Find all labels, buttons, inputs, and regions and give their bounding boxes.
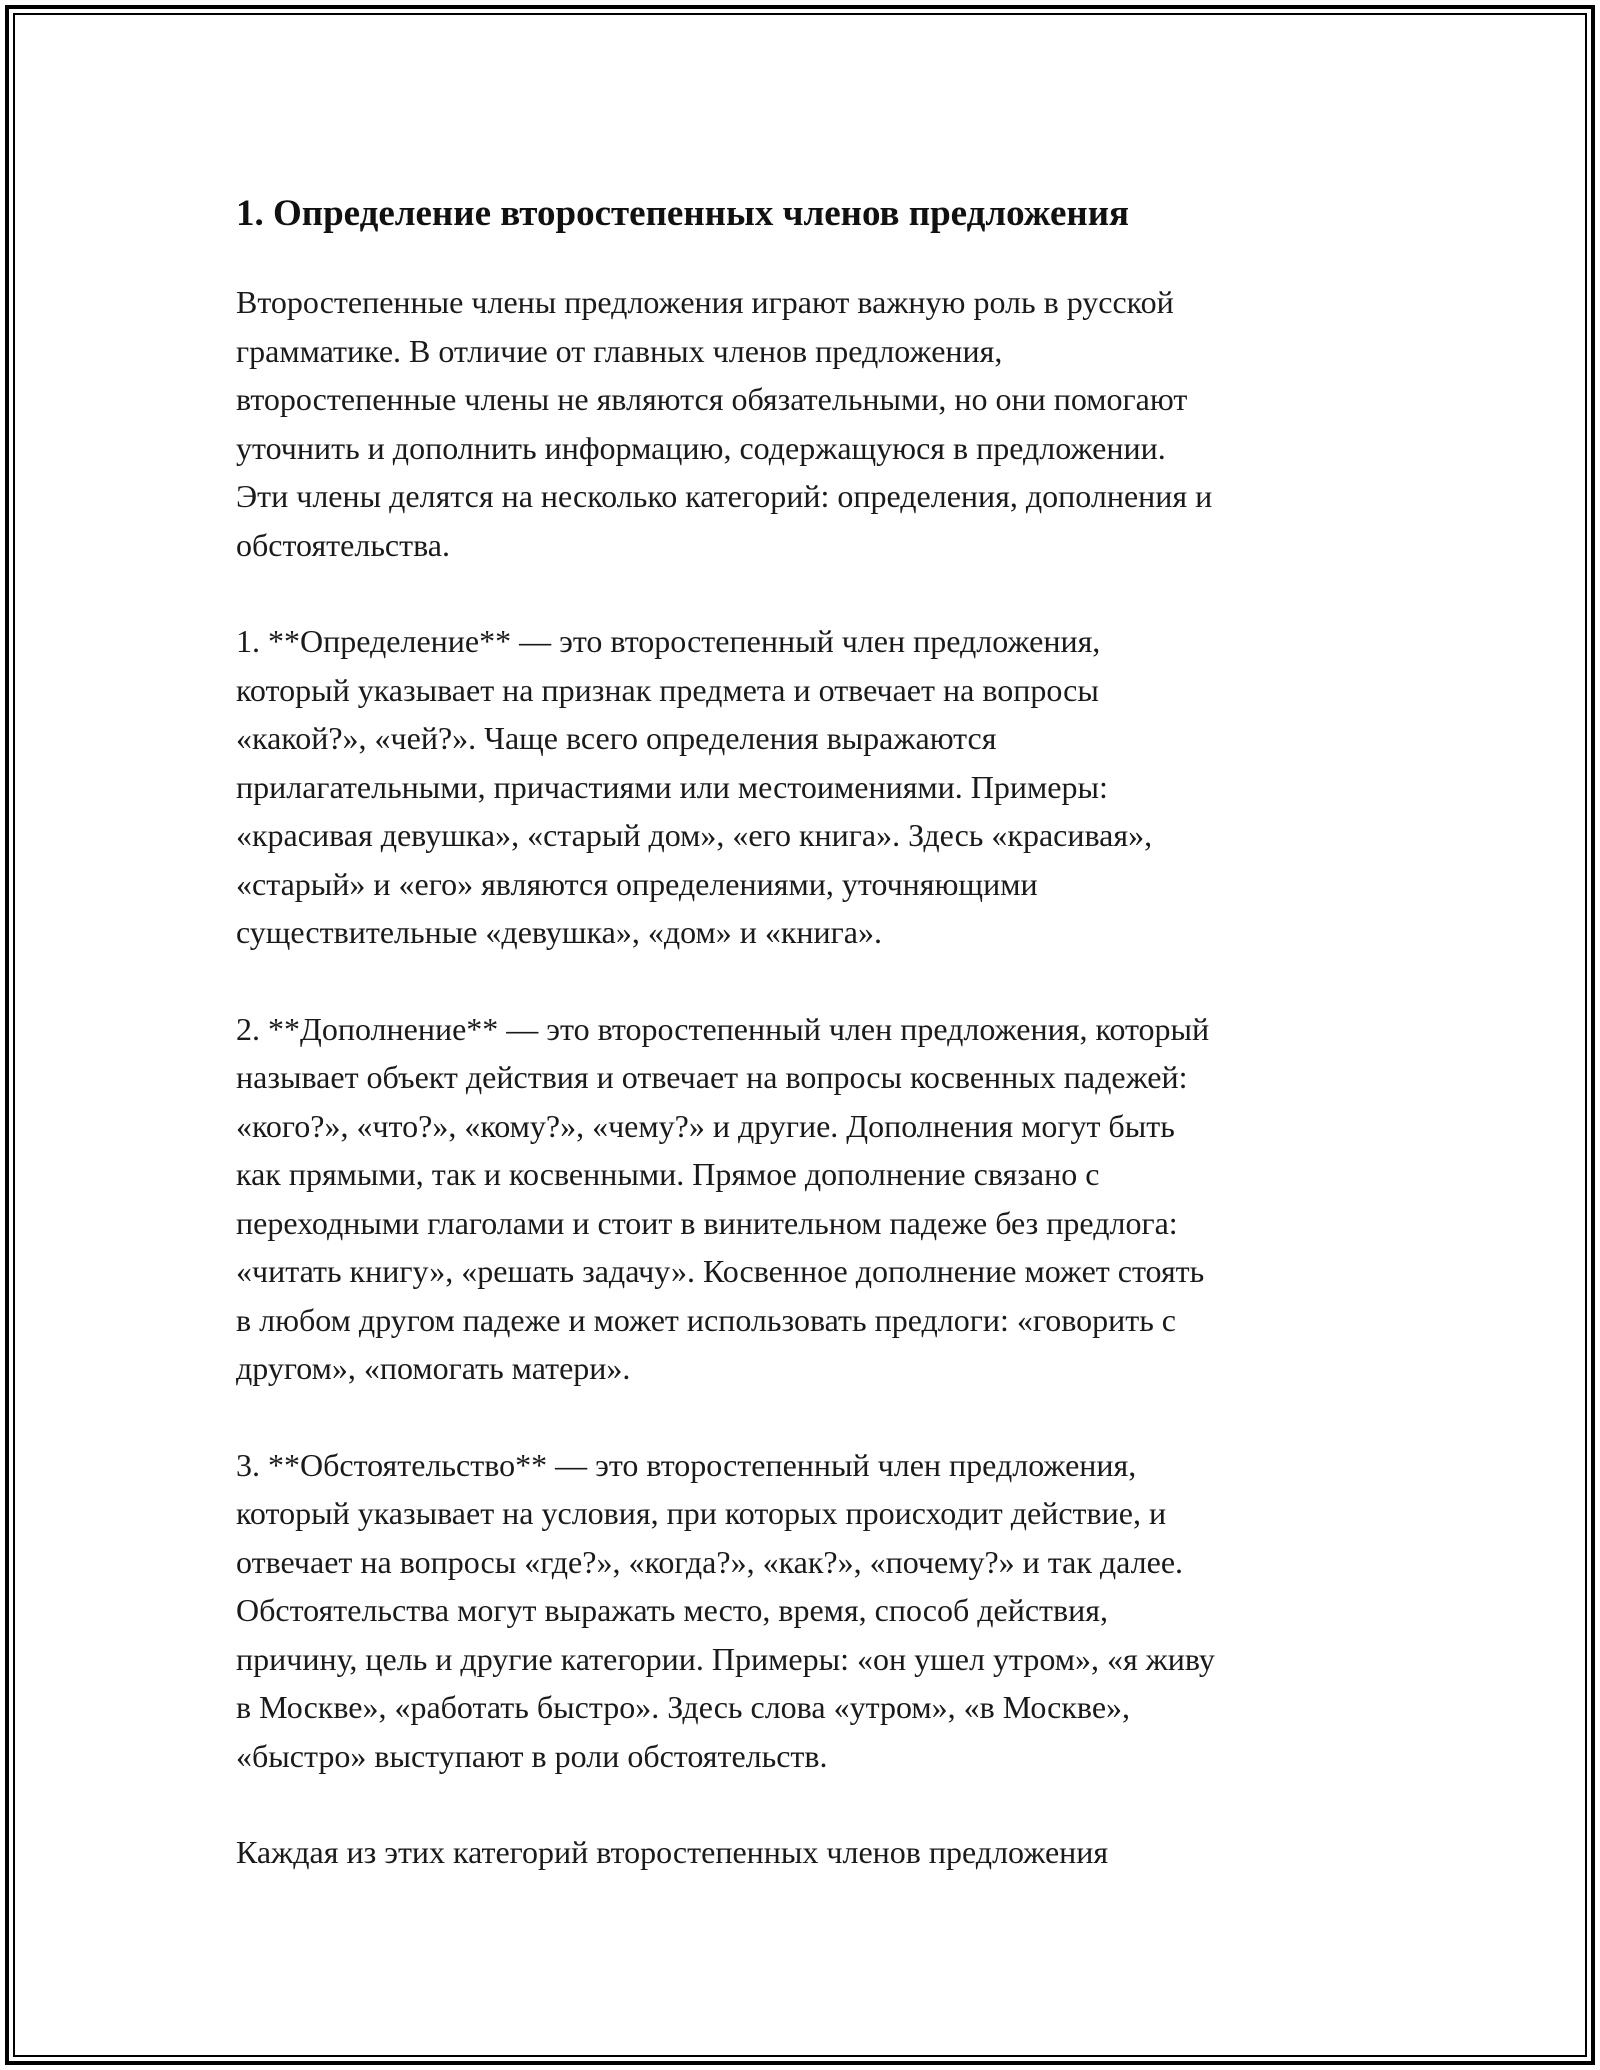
document-body [236, 186, 1386, 1925]
closing-paragraph: Каждая из этих категорий второстепенных членов предложения [236, 1834, 1109, 1870]
definition-paragraph: 1. **Определение** — это второстепенный член предложения, который указывает на признак предмета и отвечает на вопросы «какой?», «чей?». Чаще всего определения выражаются прилагательными, причастиями или местоимениями. Примеры: «красивая девушка», «старый дом», «его книга». Здесь «красивая», «старый» и «его» являются определениями, уточняющими существительные «девушка», «дом» и «книга». [236, 623, 1153, 950]
section-heading: 1. Определение второстепенных членов предложения [236, 193, 1130, 234]
object-paragraph: 2. **Дополнение** — это второстепенный член предложения, который называет объект действия и отвечает на вопросы косвенных падежей: «кого?», «что?», «кому?», «чему?» и другие. Дополнения могут быть как прямыми, так и косвенными. Прямое дополнение связано с переходными глаголами и стоит в винительном падеже без предлога: «читать книгу», «решать задачу». Косвенное дополнение может стоять в любом другом падеже и может использовать предлоги: «говорить с другом», «помогать матери». [236, 1010, 1210, 1386]
intro-paragraph: Второстепенные члены предложения играют важную роль в русской грамматике. В отличие от главных членов предложения, второстепенные члены не являются обязательными, но они помогают уточнить и дополнить информацию, содержащуюся в предложении. Эти члены делятся на несколько категорий: определения, дополнения и обстоятельства. [236, 284, 1213, 563]
adverbial-paragraph: 3. **Обстоятельство** — это второстепенный член предложения, который указывает на условия, при которых происходит действие, и отвечает на вопросы «где?», «когда?», «как?», «почему?» и так далее. Обстоятельства могут выражать место, время, способ действия, причину, цель и другие категории. Примеры: «он ушел утром», «я живу в Москве», «работать быстро». Здесь слова «утром», «в Москве», «быстро» выступают в роли обстоятельств. [236, 1446, 1215, 1774]
